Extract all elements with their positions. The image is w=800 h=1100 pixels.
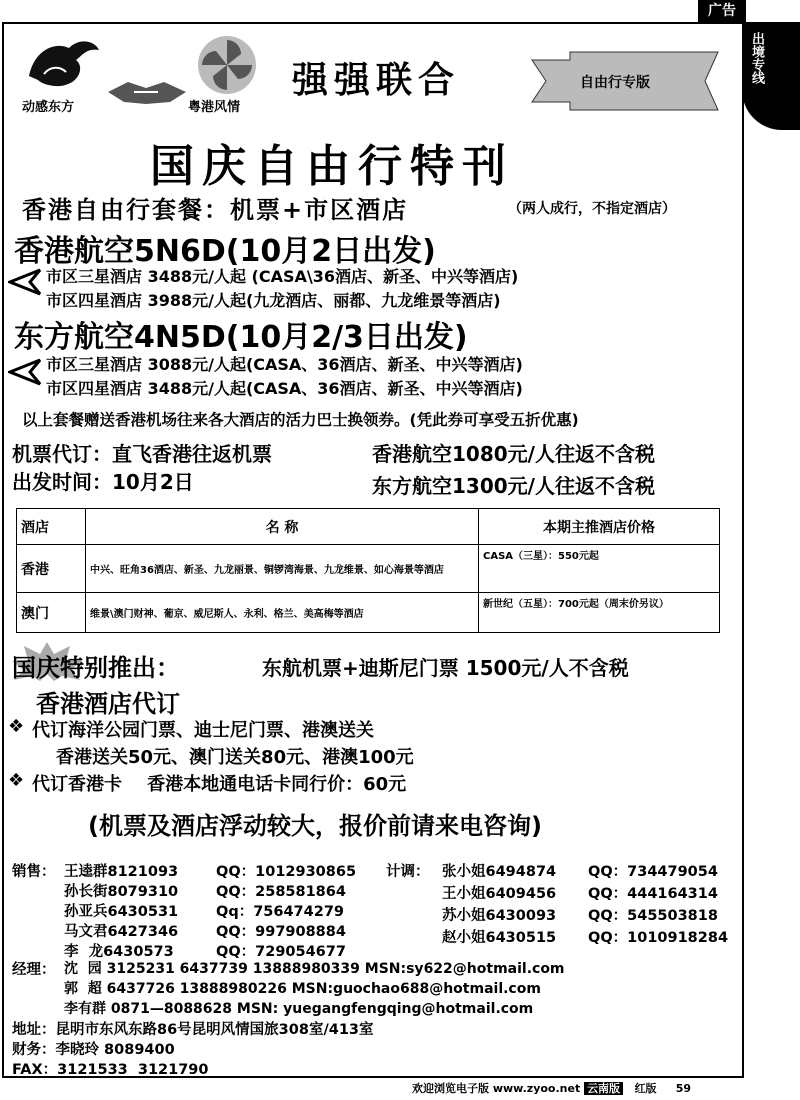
sales-qq: Qq：756474279 (216, 904, 345, 920)
bus-note: 以上套餐赠送香港机场往来各大酒店的活力巴士换领券。(凭此券可享受五折优惠) (22, 411, 579, 429)
table-cell-city: 澳门 (17, 593, 86, 633)
hk-hotel-booking: 香港酒店代订 (36, 690, 180, 718)
sales-label: 销售： (12, 864, 56, 880)
sales-qq: QQ：258581864 (216, 884, 346, 900)
sales-qq: QQ：997908884 (216, 924, 346, 940)
dispatch-name: 张小姐6494874 (442, 864, 557, 880)
dispatch-qq: QQ：545503818 (588, 908, 718, 924)
sales-name: 孙亚兵6430531 (64, 904, 179, 920)
sales-name: 马文君6427346 (64, 924, 179, 940)
logo-left-label: 动感东方 (22, 100, 75, 115)
arrow-icon (8, 268, 42, 296)
table-header: 名 称 (86, 509, 479, 545)
logo-right-label: 粤港风情 (188, 100, 241, 115)
sales-qq: QQ：729054677 (216, 944, 346, 960)
tickets-line2-left: 出发时间：10月2日 (12, 470, 194, 494)
side-tab-label: 出境专线 (749, 32, 764, 84)
consult-note: (机票及酒店浮动较大，报价前请来电咨询) (88, 812, 542, 840)
dispatch-name: 王小姐6409456 (442, 886, 557, 902)
main-title: 国庆自由行特刊 (150, 141, 514, 192)
sales-name: 李 龙6430573 (64, 944, 174, 960)
finance: 财务：李晓玲 8089400 (12, 1042, 175, 1058)
tickets-line1-right: 香港航空1080元/人往返不含税 (372, 442, 655, 466)
special-label: 国庆特别推出： (12, 654, 180, 682)
package-note: （两人成行，不指定酒店） (508, 201, 676, 217)
service-1: 代订海洋公园门票、迪士尼门票、港澳送关 (32, 720, 374, 741)
hk-airlines-title: 香港航空5N6D(10月2日出发) (14, 234, 436, 269)
table-header: 本期主推酒店价格 (479, 509, 720, 545)
dispatch-qq: QQ：1010918284 (588, 930, 729, 946)
arrow-icon (8, 358, 42, 386)
dispatch-name: 赵小姐6430515 (442, 930, 557, 946)
alliance-title: 强强联合 (292, 59, 461, 101)
diamond-icon: ❖ (8, 770, 25, 791)
eastern-item-1: 市区三星酒店 3088元/人起(CASA、36酒店、新圣、中兴等酒店) (46, 355, 523, 374)
diamond-icon: ❖ (8, 716, 25, 737)
hk-item-1: 市区三星酒店 3488元/人起 (CASA\36酒店、新圣、中兴等酒店) (46, 267, 519, 286)
footer (412, 1080, 691, 1096)
ad-tag: 广告 (698, 0, 746, 22)
table-row (17, 545, 720, 593)
table-header: 酒店 (17, 509, 86, 545)
dispatch-qq: QQ：734479054 (588, 864, 718, 880)
dispatch-qq: QQ：444164314 (588, 886, 718, 902)
eastern-item-2: 市区四星酒店 3488元/人起(CASA、36酒店、新圣、中兴等酒店) (46, 379, 523, 398)
sales-name: 孙长街8079310 (64, 884, 179, 900)
pinwheel-logo-icon (196, 34, 258, 96)
address: 地址：昆明市东风东路86号昆明风情国旅308室/413室 (12, 1022, 374, 1038)
table-row (17, 593, 720, 633)
managers-label: 经理： (12, 962, 56, 978)
table-cell-names: 中兴、旺角36酒店、新圣、九龙丽景、铜锣湾海景、九龙维景、如心海景等酒店 (86, 545, 479, 593)
eastern-airlines-title: 东方航空4N5D(10月2/3日出发) (14, 320, 468, 355)
manager-line: 沈 园 3125231 6437739 13888980339 MSN:sy622@hotmail.com (64, 961, 565, 977)
manager-line: 李有群 0871—8088628 MSN: yuegangfengqing@hotmail.com (64, 1001, 534, 1017)
sales-name: 王逵群8121093 (64, 864, 179, 880)
side-tab (742, 22, 800, 130)
fax: FAX：3121533 3121790 (12, 1062, 209, 1078)
tickets-line1-left: 机票代订：直飞香港往返机票 (12, 442, 272, 466)
package-heading: 香港自由行套餐：机票+市区酒店 (22, 196, 409, 224)
sales-qq: QQ：1012930865 (216, 864, 357, 880)
dispatch-label: 计调： (386, 864, 430, 880)
banner-label: 自由行专版 (580, 75, 650, 91)
page-number: 59 (675, 1082, 692, 1095)
table-cell-price: 新世纪（五星）：700元起（周末价另议） (479, 593, 720, 633)
table-cell-names: 维景\澳门财神、葡京、威尼斯人、永利、格兰、美高梅等酒店 (86, 593, 479, 633)
manager-line: 郭 超 6437726 13888980226 MSN:guochao688@hotmail.com (64, 981, 541, 997)
special-text: 东航机票+迪斯尼门票 1500元/人不含税 (262, 656, 629, 680)
footer-edition: 云南版 (584, 1082, 623, 1095)
dragon-logo-icon (24, 36, 104, 94)
table-header-row (17, 509, 720, 545)
table-cell-city: 香港 (17, 545, 86, 593)
service-2: 香港送关50元、澳门送关80元、港澳100元 (56, 747, 414, 768)
footer-site: 欢迎浏览电子版 www.zyoo.net (412, 1082, 581, 1095)
hotel-table (16, 508, 720, 633)
tickets-line2-right: 东方航空1300元/人往返不含税 (372, 474, 655, 498)
service-3: 代订香港卡 香港本地通电话卡同行价：60元 (32, 774, 407, 795)
handshake-icon (106, 72, 188, 108)
hk-item-2: 市区四星酒店 3988元/人起(九龙酒店、丽都、九龙维景等酒店) (46, 291, 501, 310)
table-cell-price: CASA（三星）：550元起 (479, 545, 720, 593)
dispatch-name: 苏小姐6430093 (442, 908, 557, 924)
footer-color-edition: 红版 (634, 1082, 657, 1095)
